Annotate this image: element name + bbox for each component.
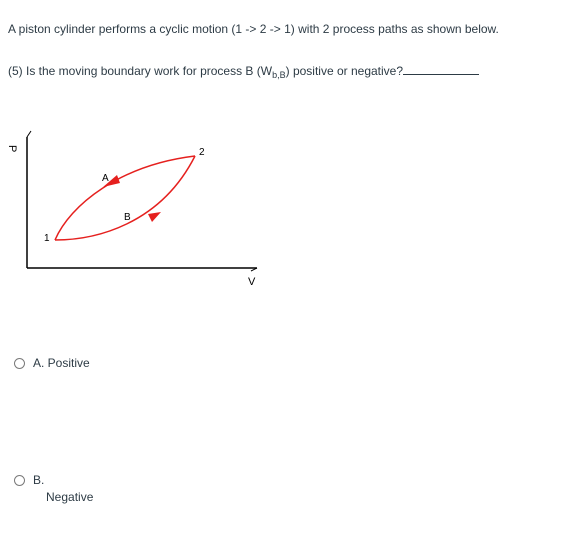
point-2-label: 2	[199, 147, 205, 158]
y-axis-tick	[27, 131, 31, 137]
y-axis-label: P	[6, 145, 18, 153]
path-a-curve	[55, 156, 195, 240]
sub-question-subscript: b,B	[272, 70, 286, 80]
answer-option-b-label: B.	[33, 473, 45, 487]
path-b-curve	[55, 156, 195, 240]
sub-question	[8, 64, 479, 80]
x-axis-label: V	[248, 276, 256, 288]
sub-question-prefix: (5) Is the moving boundary work for process B (W	[8, 64, 273, 78]
point-1-label: 1	[44, 233, 50, 244]
answer-blank-line	[403, 64, 479, 75]
path-b-arrow	[148, 212, 161, 222]
radio-option-a[interactable]	[14, 358, 25, 369]
answer-option-b[interactable]	[14, 473, 44, 487]
radio-option-b[interactable]	[14, 475, 25, 486]
answer-option-b-text: Negative	[46, 490, 94, 504]
answer-option-a-label: A. Positive	[33, 356, 90, 370]
path-b-label: B	[124, 212, 131, 223]
question-intro: A piston cylinder performs a cyclic motion (1 -> 2 -> 1) with 2 process paths as shown below.	[8, 22, 499, 36]
answer-option-a[interactable]	[14, 356, 90, 370]
path-a-label: A	[102, 173, 109, 184]
sub-question-suffix: ) positive or negative?	[285, 64, 404, 78]
pv-diagram	[0, 100, 300, 300]
